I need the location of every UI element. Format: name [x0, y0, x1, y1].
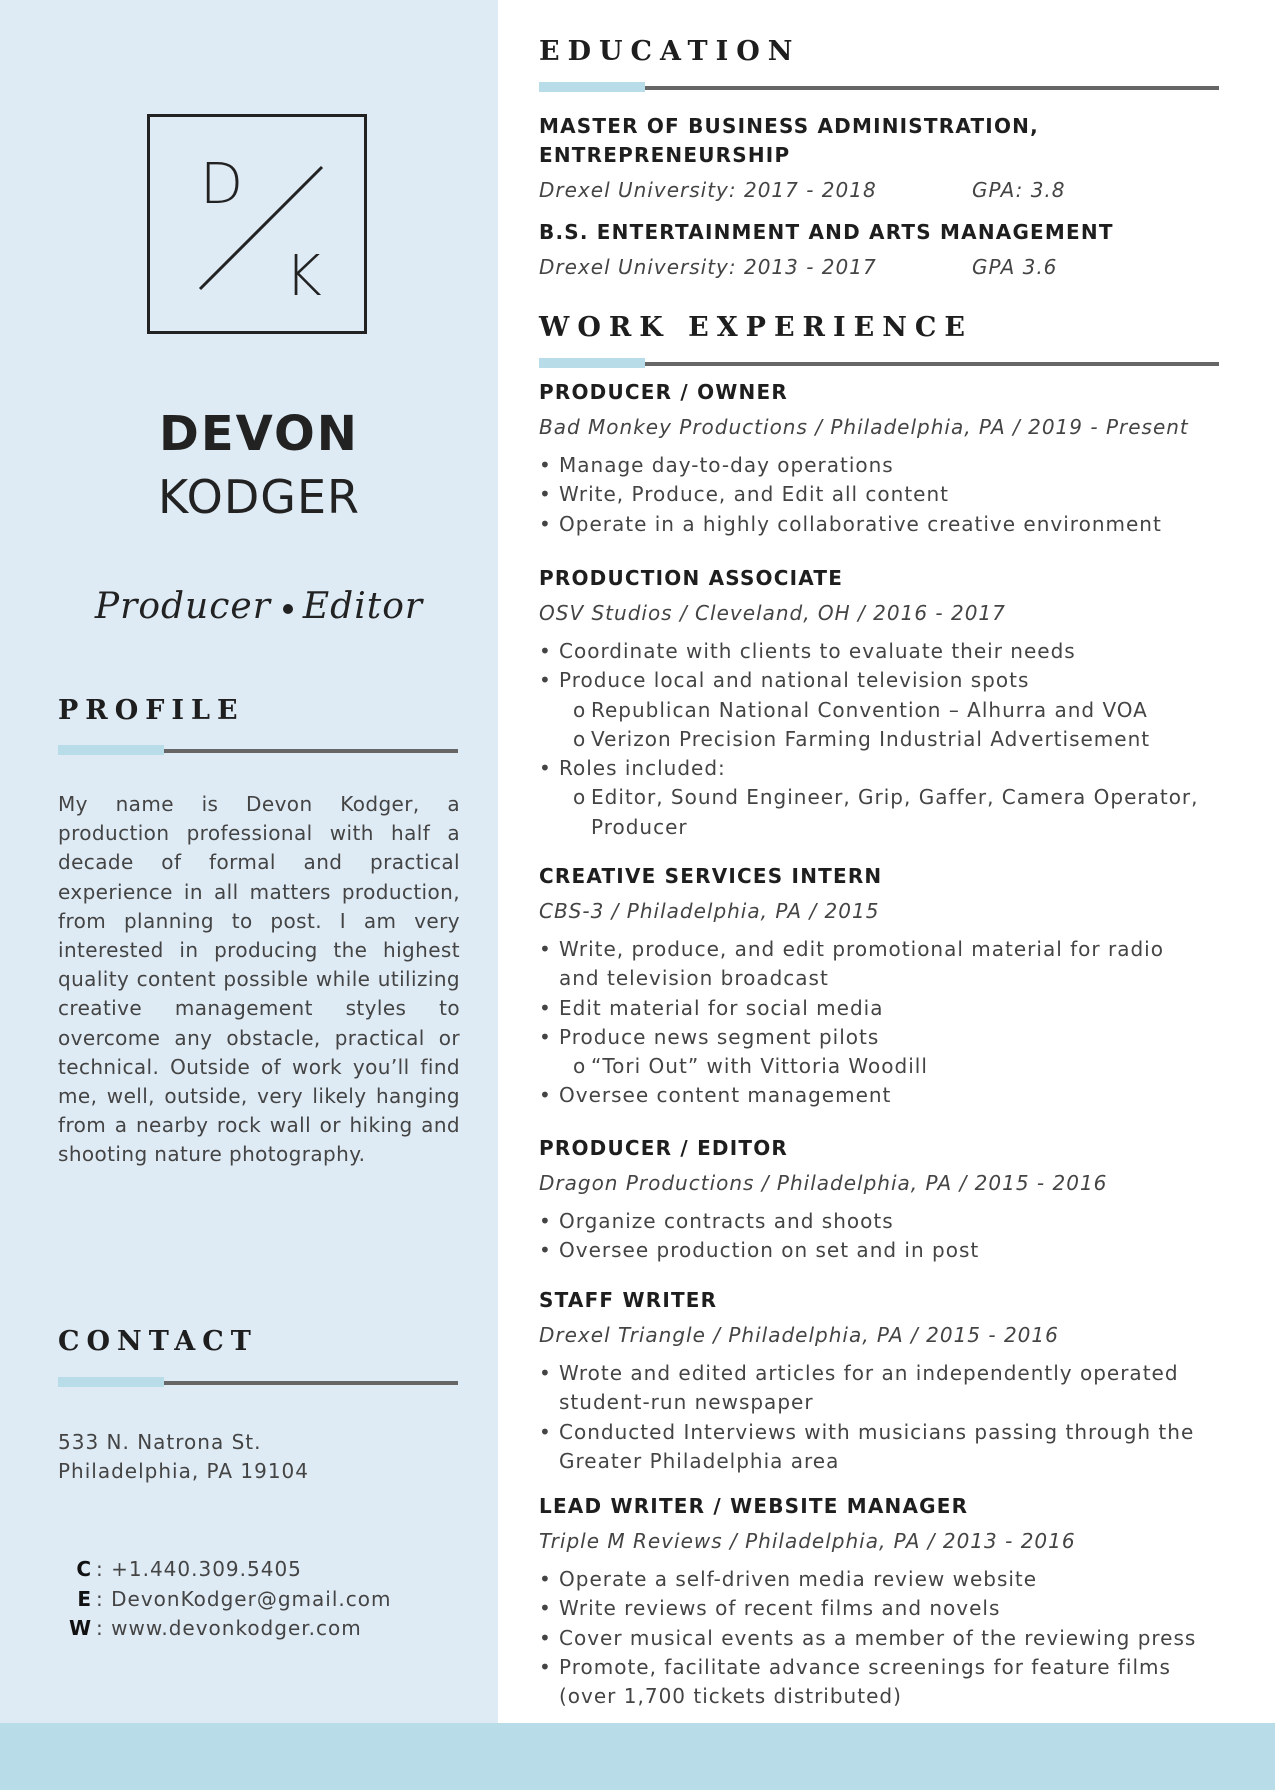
web-link[interactable]: www.devonkodger.com: [111, 1616, 362, 1640]
cell-label: C: [76, 1557, 92, 1581]
job-bullets: [539, 1207, 1239, 1266]
degree-school: [539, 176, 1239, 205]
list-continuation: Greater Philadelphia area: [559, 1448, 840, 1473]
list-continuation: Producer: [591, 814, 688, 839]
list-item: • Oversee production on set and in post: [539, 1236, 1239, 1265]
degree-gpa: GPA: 3.8: [972, 178, 1066, 202]
job-bullets: [539, 1359, 1239, 1476]
name-last: KODGER: [158, 470, 360, 524]
job-staff-writer: [539, 1286, 1239, 1476]
list-subitem: o Republican National Convention – Alhurra and VOA: [539, 696, 1239, 725]
work-rule: [539, 362, 1219, 366]
profile-heading: PROFILE: [58, 695, 245, 726]
degree-school-text: Drexel University: 2013 - 2017: [539, 255, 877, 279]
work-rule-accent: [539, 358, 645, 368]
job-bullets: [539, 1565, 1239, 1711]
job-producer-owner: [539, 378, 1239, 539]
work-heading: WORK EXPERIENCE: [539, 312, 973, 343]
contact-web: W : www.devonkodger.com: [58, 1614, 391, 1644]
address: [58, 1428, 309, 1486]
degree-mba: [539, 112, 1239, 205]
job-meta: Bad Monkey Productions / Philadelphia, PA / 2019 - Present: [539, 415, 1189, 439]
job-lead-writer: [539, 1492, 1239, 1711]
list-item: • Operate a self-driven media review website: [539, 1565, 1239, 1594]
job-bullets: [539, 935, 1239, 1111]
list-item: • Wrote and edited articles for an independently operated: [539, 1359, 1239, 1388]
footer-band: [0, 1723, 1275, 1790]
list-item: • Manage day-to-day operations: [539, 451, 1239, 480]
list-item: • Write reviews of recent films and novels: [539, 1594, 1239, 1623]
list-continuation: and television broadcast: [559, 966, 829, 991]
education-heading: EDUCATION: [539, 36, 801, 67]
list-item: • Write, produce, and edit promotional material for radio: [539, 935, 1239, 964]
list-item: • Edit material for social media: [539, 994, 1239, 1023]
job-bullets: [539, 637, 1239, 842]
degree-school-text: Drexel University: 2017 - 2018: [539, 178, 877, 202]
list-item: • Roles included:: [539, 754, 1239, 783]
job-meta: Triple M Reviews / Philadelphia, PA / 2013 - 2016: [539, 1529, 1076, 1553]
job-production-associate: [539, 564, 1239, 842]
name-first: DEVON: [159, 406, 359, 462]
monogram-slash-icon: [150, 117, 364, 331]
list-subitem: o Editor, Sound Engineer, Grip, Gaffer, Camera Operator,: [539, 783, 1239, 812]
job-bullets: [539, 451, 1239, 539]
tagline-left: Producer: [94, 586, 271, 627]
job-title: LEAD WRITER / WEBSITE MANAGER: [539, 1494, 969, 1518]
tagline-right: Editor: [302, 586, 424, 627]
contact-rule: [58, 1381, 458, 1385]
list-item: • Organize contracts and shoots: [539, 1207, 1239, 1236]
list-item: • Promote, facilitate advance screenings for feature films: [539, 1653, 1239, 1682]
degree-gpa: GPA 3.6: [972, 255, 1058, 279]
address-line2: Philadelphia, PA 19104: [58, 1459, 310, 1483]
degree-bs: [539, 218, 1239, 282]
monogram-logo: [147, 114, 367, 334]
list-subitem: o “Tori Out” with Vittoria Woodill: [539, 1052, 1239, 1081]
contact-lines: [58, 1555, 391, 1644]
contact-email: E : DevonKodger@gmail.com: [58, 1585, 391, 1615]
list-item: • Produce news segment pilots: [539, 1023, 1239, 1052]
tagline: [0, 586, 518, 627]
job-title: CREATIVE SERVICES INTERN: [539, 864, 883, 888]
bullet-dot-icon: [283, 604, 293, 614]
list-item: • Cover musical events as a member of the reviewing press: [539, 1624, 1239, 1653]
monogram-letter-k: K: [285, 244, 322, 309]
web-label: W: [68, 1616, 92, 1640]
list-item: • Coordinate with clients to evaluate their needs: [539, 637, 1239, 666]
monogram-letter-d: D: [200, 152, 244, 217]
job-meta: Dragon Productions / Philadelphia, PA / 2015 - 2016: [539, 1171, 1108, 1195]
cell-value[interactable]: +1.440.309.5405: [111, 1557, 302, 1581]
list-item: • Oversee content management: [539, 1081, 1239, 1110]
degree-title: MASTER OF BUSINESS ADMINISTRATION,: [539, 114, 1039, 138]
address-line1: 533 N. Natrona St.: [58, 1430, 262, 1454]
list-item: • Conducted Interviews with musicians passing through the: [539, 1418, 1239, 1447]
profile-rule-accent: [58, 745, 164, 755]
degree-school: [539, 253, 1239, 282]
job-creative-services-intern: [539, 862, 1239, 1111]
job-meta: OSV Studios / Cleveland, OH / 2016 - 2017: [539, 601, 1006, 625]
list-subitem: o Verizon Precision Farming Industrial Advertisement: [539, 725, 1239, 754]
job-title: STAFF WRITER: [539, 1288, 718, 1312]
job-title: PRODUCER / OWNER: [539, 380, 788, 404]
job-producer-editor: [539, 1134, 1239, 1266]
contact-rule-accent: [58, 1377, 164, 1387]
contact-cell: C : +1.440.309.5405: [58, 1555, 391, 1585]
profile-rule: [58, 749, 458, 753]
email-label: E: [77, 1586, 92, 1611]
profile-text: My name is Devon Kodger, a production professional with half a decade of formal and practical experience in all matters production, from planning to post. I am very interested in producing the highest quality content possible while utilizing creative management styles to overcome any obstacle, practical or technical. Outside of work you’ll find me, well, outside, very likely hanging from a nearby rock wall or hiking and shooting nature photography.: [58, 792, 460, 1167]
contact-heading: CONTACT: [58, 1326, 258, 1357]
list-subitem-continued: [539, 813, 1239, 842]
job-meta: CBS-3 / Philadelphia, PA / 2015: [539, 899, 880, 923]
degree-title: ENTREPRENEURSHIP: [539, 143, 791, 167]
job-meta: Drexel Triangle / Philadelphia, PA / 2015 - 2016: [539, 1323, 1059, 1347]
email-link[interactable]: DevonKodger@gmail.com: [111, 1586, 392, 1611]
job-title: PRODUCTION ASSOCIATE: [539, 566, 844, 590]
education-rule-accent: [539, 82, 645, 92]
degree-title: B.S. ENTERTAINMENT AND ARTS MANAGEMENT: [539, 220, 1114, 244]
education-rule: [539, 86, 1219, 90]
job-title: PRODUCER / EDITOR: [539, 1136, 789, 1160]
list-item: • Produce local and national television spots: [539, 666, 1239, 695]
list-continuation: student-run newspaper: [559, 1390, 814, 1415]
list-item: • Operate in a highly collaborative creative environment: [539, 510, 1239, 539]
list-continuation: (over 1,700 tickets distributed): [559, 1684, 902, 1709]
list-item: • Write, Produce, and Edit all content: [539, 480, 1239, 509]
